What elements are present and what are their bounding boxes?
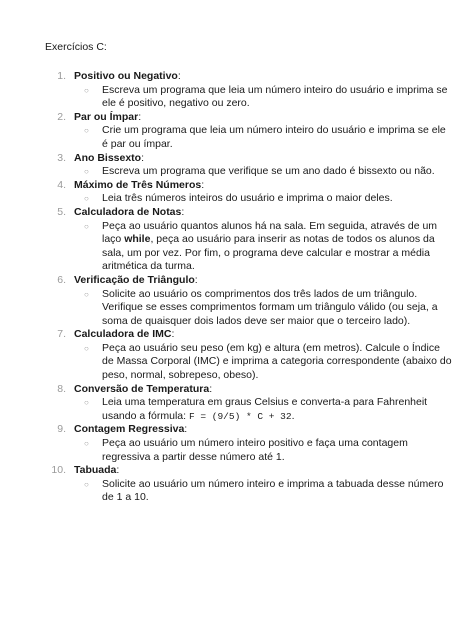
item-description: Peça ao usuário um número inteiro positivo e faça uma contagem regressiva a partir desse número até 1.	[102, 437, 408, 463]
item-title: Verificação de Triângulo	[74, 273, 195, 286]
list-item	[0, 111, 474, 152]
list-item	[0, 70, 474, 111]
title-colon: :	[138, 110, 142, 123]
item-number: 10.	[51, 464, 66, 477]
list-item	[0, 328, 474, 382]
title-colon: :	[184, 423, 188, 436]
bullet-icon: ○	[84, 167, 89, 177]
title-colon: :	[116, 464, 120, 477]
title-colon: :	[141, 151, 145, 164]
list-item	[0, 206, 474, 274]
formula-code: F = (9/5) * C + 32	[188, 410, 292, 422]
item-number: 9.	[57, 423, 66, 436]
item-number: 8.	[57, 382, 66, 395]
item-title: Calculadora de Notas	[74, 205, 182, 218]
item-description: Escreva um programa que verifique se um ano dado é bissexto ou não.	[102, 165, 435, 178]
bullet-icon: ○	[84, 439, 89, 449]
item-description: Peça ao usuário seu peso (em kg) e altura (em metros). Calcule o Índice de Massa Corporal (IMC) e imprima a categoria correspondente (abaixo do peso, normal, sobrepeso, obeso).	[102, 341, 452, 382]
item-description: Solicite ao usuário um número inteiro e imprima a tabuada desse número de 1 a 10.	[102, 477, 444, 504]
title-colon: :	[177, 70, 181, 82]
list-item	[0, 179, 474, 206]
bullet-icon: ○	[84, 289, 89, 299]
exercise-list	[0, 70, 474, 505]
keyword-while: while	[124, 233, 151, 246]
item-title: Conversão de Temperatura	[74, 382, 210, 395]
item-number: 6.	[57, 273, 66, 286]
bullet-icon: ○	[84, 221, 89, 231]
item-number: 7.	[57, 328, 66, 341]
item-description: Crie um programa que leia um número inteiro do usuário e imprima se ele é par ou ímpar.	[102, 124, 446, 150]
item-title: Positivo ou Negativo	[74, 70, 178, 82]
item-number: 5.	[57, 205, 66, 218]
list-item	[0, 464, 474, 505]
bullet-icon: ○	[84, 343, 89, 353]
item-number: 1.	[57, 70, 66, 82]
list-item	[0, 274, 474, 328]
title-colon: :	[181, 205, 185, 218]
bullet-icon: ○	[84, 126, 89, 136]
item-title: Calculadora de IMC	[74, 328, 172, 341]
page-heading: Exercícios C:	[45, 41, 107, 53]
list-item	[0, 152, 474, 179]
title-colon: :	[201, 178, 205, 191]
title-colon: :	[171, 328, 175, 341]
item-number: 2.	[57, 110, 66, 123]
item-description: Escreva um programa que leia um número inteiro do usuário e imprima se ele é positivo, negativo ou zero.	[102, 83, 448, 110]
list-item	[0, 383, 474, 424]
bullet-icon: ○	[84, 85, 89, 95]
bullet-icon: ○	[84, 479, 89, 489]
title-colon: :	[194, 273, 198, 286]
item-title: Contagem Regressiva	[74, 423, 185, 436]
item-title: Ano Bissexto	[74, 151, 142, 164]
item-description: Solicite ao usuário os comprimentos dos três lados de um triângulo. Verifique se esses comprimentos formam um triângulo válido (ou seja, a soma de quaisquer dois lados deve ser maior que o terceiro lado).	[102, 287, 438, 327]
list-item	[0, 423, 474, 464]
item-number: 3.	[57, 151, 66, 164]
item-title: Tabuada	[74, 464, 117, 477]
item-title: Par ou Ímpar	[74, 110, 139, 123]
item-description: Leia uma temperatura em graus Celsius e converta-a para Fahrenheit usando a fórmula: F = (9/5) * C + 32.	[102, 396, 428, 422]
bullet-icon: ○	[84, 398, 89, 408]
item-description: Leia três números inteiros do usuário e imprima o maior deles.	[102, 192, 393, 205]
item-description: Peça ao usuário quantos alunos há na sala. Em seguida, através de um laço while, peça ao usuário para inserir as notas de todos os alunos da sala, um por vez. Por fim, o programa deve calcular e mostrar a média aritmética da turma.	[102, 219, 438, 273]
bullet-icon: ○	[84, 194, 89, 204]
item-number: 4.	[57, 178, 66, 191]
item-title: Máximo de Três Números	[74, 178, 202, 191]
title-colon: :	[209, 382, 213, 395]
